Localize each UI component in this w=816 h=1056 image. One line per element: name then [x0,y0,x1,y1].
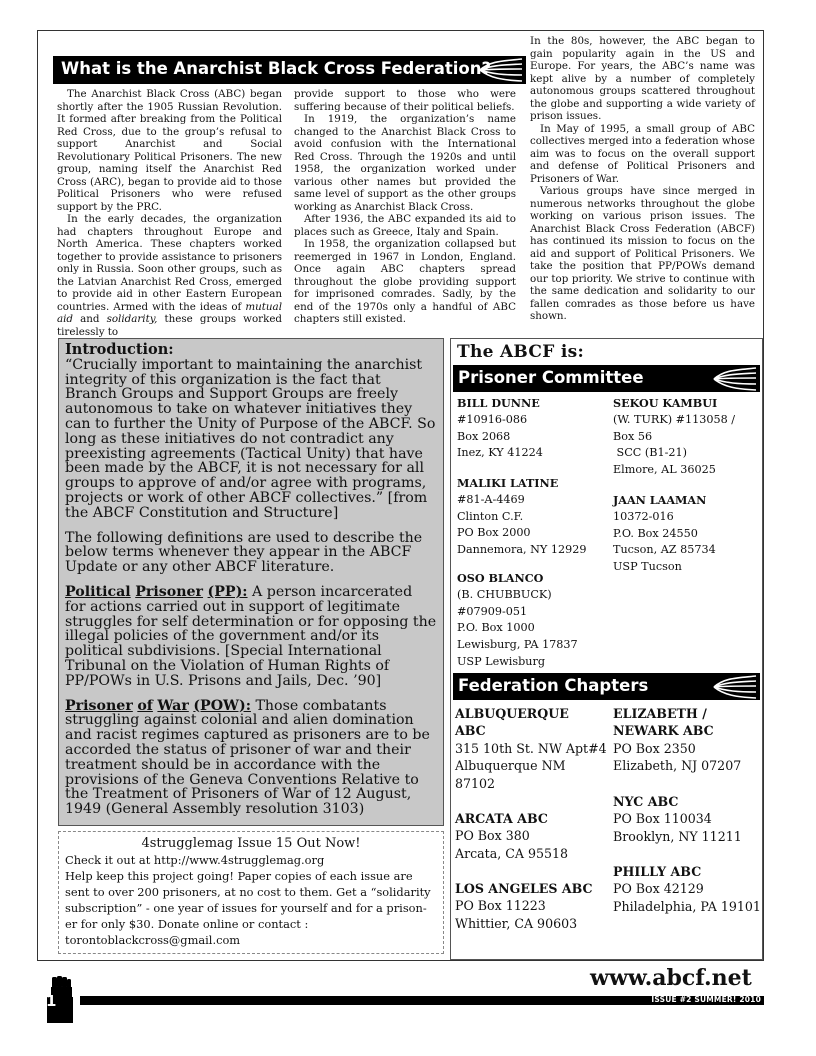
article-title: What is the Anarchist Black Cross Federation? [61,59,492,78]
notice-line: torontoblackcross@gmail.com [65,933,241,948]
chapter-entry: ELIZABETH / NEWARK ABC PO Box 2350 Elizabeth, NJ 07207 [613,706,742,774]
4strugglemag-notice [58,831,444,954]
page-number: 1 [46,992,57,1010]
prisoner-entry: JAAN LAAMAN 10372-016 P.O. Box 24550 Tucson, AZ 85734 USP Tucson [613,493,716,574]
flame-icon [478,57,524,83]
article-column-1 [57,88,282,338]
paragraph: In the early decades, the organization had chapters throughout Europe and North America. These chapters worked together to provide assistance to prisoners only in Russia. Soon other groups, such as the Latvian Anarchist Red Cross, emerged to provide aid in other Eastern European countries. Armed with the ideas of mutual aid and solidarity, these groups worked tirelessly to [57,213,283,338]
paragraph: After 1936, the ABC expanded its aid to places such as Greece, Italy and Spain. [294,213,516,238]
prisoner-of-war-definition: Prisoner of War (POW): Those combatants struggling against colonial and alien domination and racist regimes captured as prisoners are to be accorded the status of prisoner of war and their treatment should be in accordance with the provisions of the Geneva Conventions Relative to the Treatment of Prisoners of War of 12 August, 1949 (General Assembly resolution 3103) [65,697,430,818]
abcf-directory [450,338,763,960]
flame-icon [712,366,758,392]
notice-line: subscription” - one year of issues for yourself and for a prison- [65,901,427,916]
paragraph: In May of 1995, a small group of ABC collectives merged into a federation whose aim was to focus on the overall support and defense of Political Prisoners and Prisoners of War. [530,122,755,185]
notice-line: sent to over 200 prisoners, at no cost to them. Get a “solidarity [65,885,431,900]
flame-icon [712,674,758,700]
chapter-entry: LOS ANGELES ABC PO Box 11223 Whittier, CA 90603 [455,881,593,931]
introduction-box [58,338,444,826]
notice-line: Help keep this project going! Paper copies of each issue are [65,869,413,884]
paragraph: In 1919, the organization’s name changed to the Anarchist Black Cross to avoid confusion with the International Red Cross. Through the 1920s and until 1958, the organization worked under various other names but provided the same level of support as the other groups working as Anarchist Black Cross. [294,113,516,213]
prisoner-entry: OSO BLANCO (B. CHUBBUCK) #07909-051 P.O. Box 1000 Lewisburg, PA 17837 USP Lewisburg [457,571,578,668]
paragraph: The Anarchist Black Cross (ABC) began shortly after the 1905 Russian Revolution. It formed after breaking from the Political Red Cross, due to the group’s refusal to support Anarchist and Social Revolutionary Political Prisoners. The new group, naming itself the Anarchist Red Cross (ARC), began to provide aid to those Political Prisoners who were refused support by the PRC. [57,88,282,213]
definitions-lead: The following definitions are used to describe the below terms whenever they appear in the ABCF Update or any other ABCF literature. [65,529,423,576]
section-title: Prisoner Committee [458,368,644,387]
paragraph: Various groups have since merged in numerous networks throughout the globe working on various prison issues. The Anarchist Black Cross Federation (ABCF) has continued its mission to focus on the aid and support of Political Prisoners. We take the position that PP/POWs demand our top priority. We strive to continue with the same dedication and solidarity to our fallen comrades as those before us have shown. [530,185,755,322]
article-column-2 [294,88,516,326]
paragraph: provide support to those who were suffering because of their political beliefs. [294,88,516,113]
chapter-entry: ARCATA ABC PO Box 380 Arcata, CA 95518 [455,811,569,861]
prisoner-entry: BILL DUNNE #10916-086 Box 2068 Inez, KY 41224 [457,396,543,460]
introduction-quote: “Crucially important to maintaining the anarchist integrity of this organization is the fact that Branch Groups and Support Groups are freely autonomous to take on whatever initiatives they can to further the Unity of Purpose of the ABCF. So long as these initiatives do not contradict any preexisting agreements (Tactical Unity) that have been made by the ABCF, it is not necessary for all groups to approve of and/or agree with programs, projects or work of other ABCF collectives.” [from the ABCF Constitution and Structure] [65,356,436,521]
article-column-3 [530,35,755,323]
4strugglemag-heading: 4strugglemag Issue 15 Out Now! [141,836,361,851]
paragraph: In 1958, the organization collapsed but reemerged in 1967 in London, England. Once again ABC chapters spread throughout the globe providing support for imprisoned comrades. Sadly, by the end of the 1970s only a handful of ABC chapters still existed. [294,238,516,325]
prisoner-entry: MALIKI LATINE #81-A-4469 Clinton C.F. PO Box 2000 Dannemora, NY 12929 [457,476,587,557]
issue-label: ISSUE #2 SUMMER! 2010 [651,995,761,1004]
chapter-entry: ALBUQUERQUE ABC 315 10th St. NW Apt#4 Albuquerque NM 87102 [455,706,607,791]
notice-line: Check it out at http://www.4strugglemag.org [65,853,325,867]
article-header [53,56,526,84]
political-prisoner-definition: Political Prisoner (PP): A person incarcerated for actions carried out in support of legitimate struggles for self determination or for opposing the illegal policies of the government and/or its political subdivisions. [Special International Tribunal on the Violation of Human Rights of PP/POWs in U.S. Prisons and Jails, Dec. ’90] [65,583,437,689]
prisoner-entry: SEKOU KAMBUI (W. TURK) #113058 / Box 56 SCC (B1-21) Elmore, AL 36025 [613,396,736,477]
notice-line: er for only $30. Donate online or contact : [65,917,309,932]
federation-chapters-header [453,673,760,700]
website-url: www.abcf.net [590,965,752,991]
section-title: Federation Chapters [458,676,649,695]
chapter-entry: NYC ABC PO Box 110034 Brooklyn, NY 11211 [613,794,742,844]
introduction-heading: Introduction: [65,341,174,358]
prisoner-committee-header [453,365,760,392]
abcf-title: The ABCF is: [457,342,585,362]
paragraph: In the 80s, however, the ABC began to gain popularity again in the US and Europe. For years, the ABC’s name was kept alive by a number of completely autonomous groups scattered throughout the globe and supporting a wide variety of prison issues. [530,35,755,122]
footer-bar [80,996,764,1005]
chapter-entry: PHILLY ABC PO Box 42129 Philadelphia, PA 19101 [613,864,761,914]
